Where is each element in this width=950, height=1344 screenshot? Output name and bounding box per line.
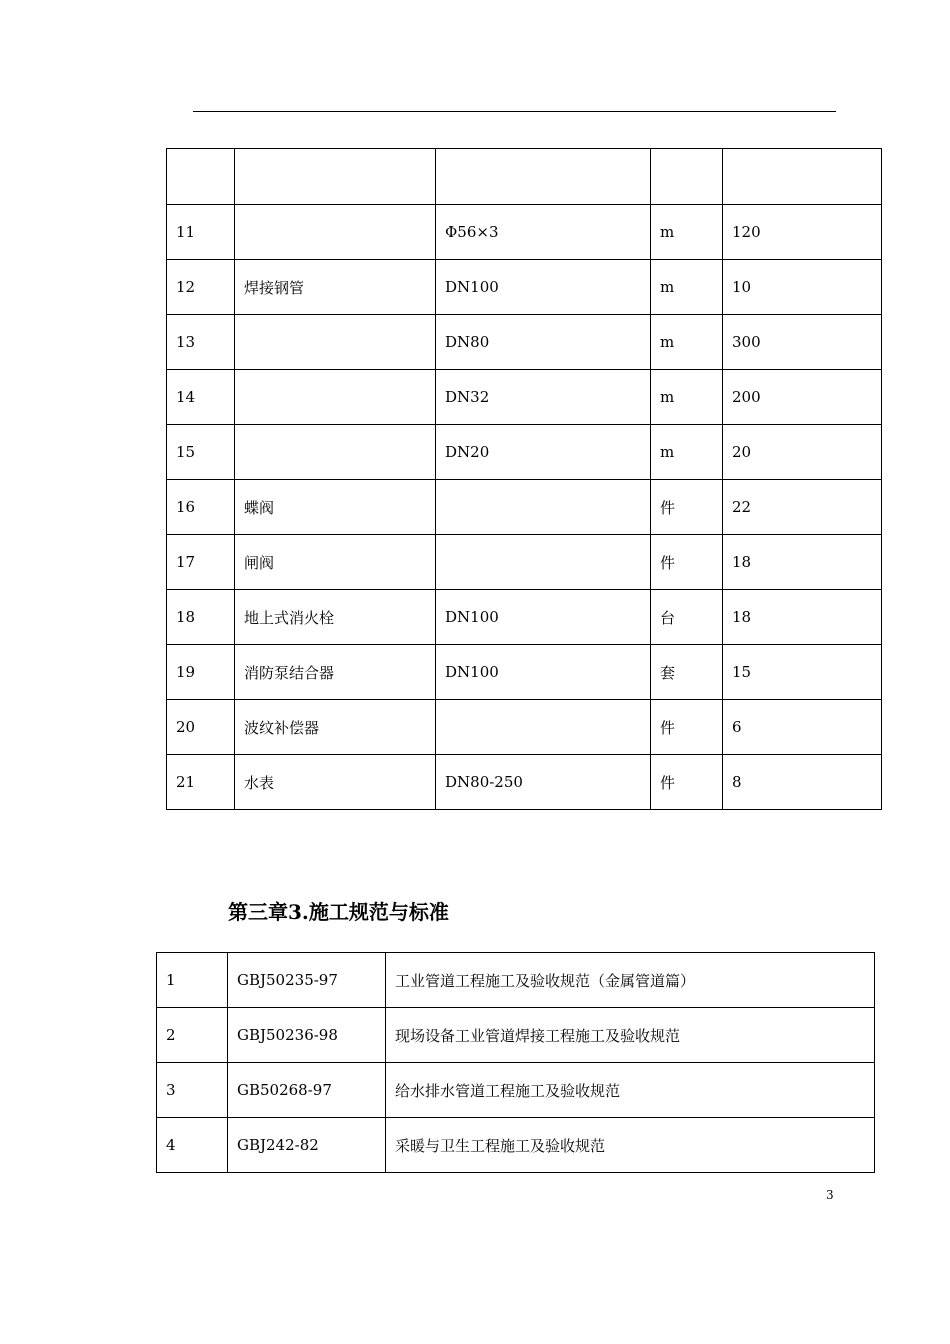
standard-code: GB50268-97 — [228, 1063, 386, 1118]
item-spec: DN80-250 — [436, 755, 651, 810]
item-spec — [436, 535, 651, 590]
table-row — [167, 315, 882, 370]
row-number: 15 — [167, 425, 235, 480]
table-cell — [723, 149, 882, 205]
standard-title: 给水排水管道工程施工及验收规范 — [386, 1063, 875, 1118]
standard-code: GBJ50236-98 — [228, 1008, 386, 1063]
item-quantity: 8 — [723, 755, 882, 810]
item-name: 闸阀 — [235, 535, 436, 590]
table-row-blank — [167, 149, 882, 205]
item-quantity: 15 — [723, 645, 882, 700]
item-unit: 台 — [651, 590, 723, 645]
standard-code: GBJ50235-97 — [228, 953, 386, 1008]
table-row — [157, 1063, 875, 1118]
table-row — [167, 205, 882, 260]
row-number: 17 — [167, 535, 235, 590]
table-cell — [235, 149, 436, 205]
item-quantity: 10 — [723, 260, 882, 315]
row-number: 14 — [167, 370, 235, 425]
item-quantity: 22 — [723, 480, 882, 535]
item-name: 蝶阀 — [235, 480, 436, 535]
table-row — [167, 480, 882, 535]
item-unit: m — [651, 370, 723, 425]
item-name — [235, 205, 436, 260]
item-unit: 件 — [651, 535, 723, 590]
section-heading: 第三章3.施工规范与标准 — [228, 900, 449, 924]
row-number: 1 — [157, 953, 228, 1008]
table-cell — [167, 149, 235, 205]
row-number: 12 — [167, 260, 235, 315]
item-spec: DN80 — [436, 315, 651, 370]
table-row — [167, 755, 882, 810]
item-name — [235, 425, 436, 480]
table-row — [167, 535, 882, 590]
table-cell — [651, 149, 723, 205]
row-number: 16 — [167, 480, 235, 535]
standard-code: GBJ242-82 — [228, 1118, 386, 1173]
item-spec: Φ56×3 — [436, 205, 651, 260]
item-spec: DN100 — [436, 260, 651, 315]
table-row — [157, 953, 875, 1008]
item-quantity: 200 — [723, 370, 882, 425]
table-row — [157, 1118, 875, 1173]
table-row — [167, 370, 882, 425]
item-unit: 件 — [651, 700, 723, 755]
item-spec: DN20 — [436, 425, 651, 480]
row-number: 20 — [167, 700, 235, 755]
item-name: 消防泵结合器 — [235, 645, 436, 700]
item-unit: m — [651, 425, 723, 480]
table-row — [167, 590, 882, 645]
item-name: 波纹补偿器 — [235, 700, 436, 755]
item-spec: DN100 — [436, 590, 651, 645]
item-quantity: 6 — [723, 700, 882, 755]
standard-title: 采暖与卫生工程施工及验收规范 — [386, 1118, 875, 1173]
item-quantity: 300 — [723, 315, 882, 370]
row-number: 4 — [157, 1118, 228, 1173]
table-row — [167, 700, 882, 755]
materials-table — [166, 148, 882, 810]
row-number: 3 — [157, 1063, 228, 1118]
table-cell — [436, 149, 651, 205]
item-unit: m — [651, 205, 723, 260]
table-row — [167, 645, 882, 700]
standard-title: 工业管道工程施工及验收规范（金属管道篇） — [386, 953, 875, 1008]
item-unit: m — [651, 315, 723, 370]
standard-title: 现场设备工业管道焊接工程施工及验收规范 — [386, 1008, 875, 1063]
row-number: 18 — [167, 590, 235, 645]
item-quantity: 18 — [723, 590, 882, 645]
table-row — [167, 260, 882, 315]
row-number: 21 — [167, 755, 235, 810]
item-name — [235, 315, 436, 370]
header-rule — [193, 111, 836, 112]
item-name: 水表 — [235, 755, 436, 810]
item-name — [235, 370, 436, 425]
page-number: 3 — [826, 1188, 834, 1202]
item-spec: DN32 — [436, 370, 651, 425]
item-name: 焊接钢管 — [235, 260, 436, 315]
item-quantity: 20 — [723, 425, 882, 480]
item-unit: 套 — [651, 645, 723, 700]
item-unit: 件 — [651, 480, 723, 535]
table-row — [167, 425, 882, 480]
item-unit: m — [651, 260, 723, 315]
item-spec — [436, 700, 651, 755]
item-name: 地上式消火栓 — [235, 590, 436, 645]
row-number: 11 — [167, 205, 235, 260]
item-quantity: 120 — [723, 205, 882, 260]
item-spec: DN100 — [436, 645, 651, 700]
row-number: 13 — [167, 315, 235, 370]
item-quantity: 18 — [723, 535, 882, 590]
item-unit: 件 — [651, 755, 723, 810]
standards-table — [156, 952, 875, 1173]
row-number: 19 — [167, 645, 235, 700]
item-spec — [436, 480, 651, 535]
row-number: 2 — [157, 1008, 228, 1063]
table-row — [157, 1008, 875, 1063]
